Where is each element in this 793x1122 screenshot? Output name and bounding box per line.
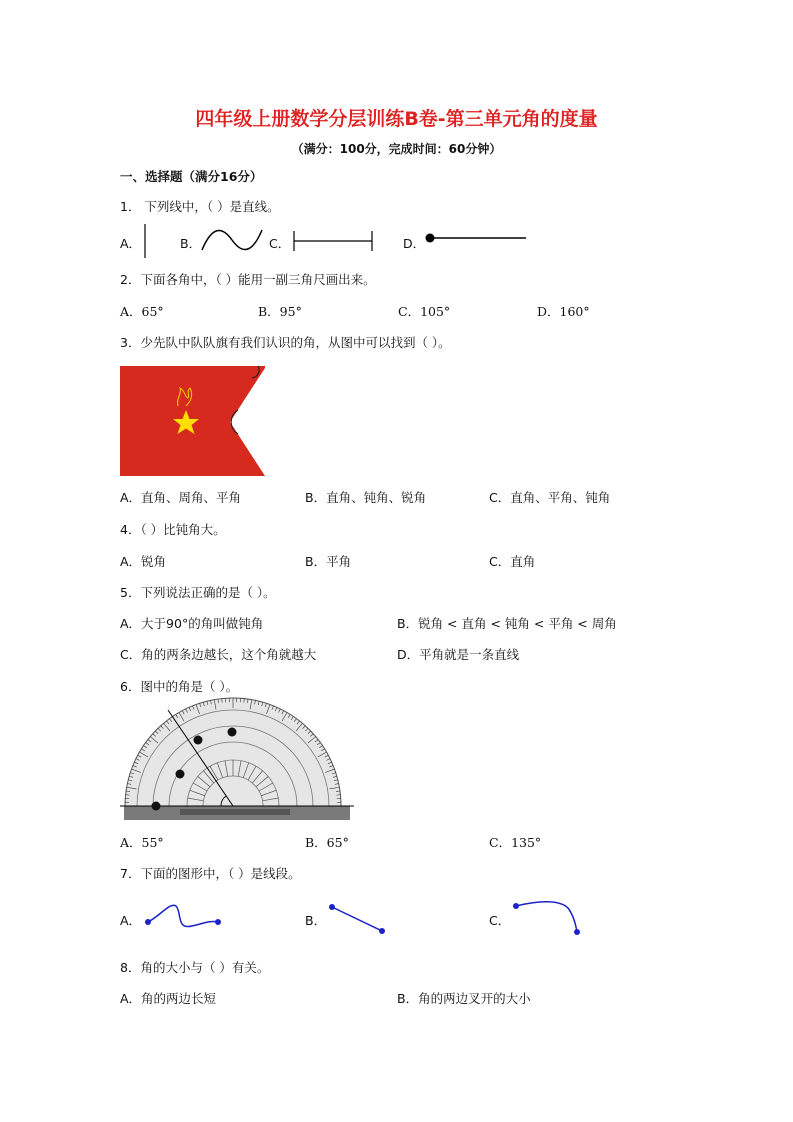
q6-option-b: B．65° bbox=[305, 835, 349, 850]
pioneer-flag-figure bbox=[120, 366, 270, 478]
q1-figure-b-wave-line bbox=[200, 228, 265, 254]
question-5-stem: 5．下列说法正确的是（ ）。 bbox=[120, 585, 276, 600]
q7-option-b: B． bbox=[305, 913, 327, 928]
q1-option-b: B． bbox=[180, 236, 202, 251]
section-heading-choice: 一、选择题（满分16分） bbox=[120, 169, 263, 184]
q2-option-c: C．105° bbox=[398, 304, 451, 319]
question-4-stem: 4．（ ）比钝角大。 bbox=[120, 522, 226, 537]
q4-option-c: C．直角 bbox=[489, 554, 536, 569]
q1-option-c: C． bbox=[269, 236, 291, 251]
q2-option-a: A．65° bbox=[120, 304, 164, 319]
question-2-stem: 2．下面各角中，（ ）能用一副三角尺画出来。 bbox=[120, 272, 376, 287]
q1-figure-c-segment bbox=[290, 228, 376, 254]
page-title: 四年级上册数学分层训练B卷-第三单元角的度量 bbox=[195, 108, 598, 130]
page-subtitle: （满分：100分，完成时间：60分钟） bbox=[291, 142, 502, 156]
question-3-stem: 3．少先队中队队旗有我们认识的角，从图中可以找到（ ）。 bbox=[120, 335, 451, 350]
q4-option-b: B．平角 bbox=[305, 554, 352, 569]
question-7-stem: 7．下面的图形中，（ ）是线段。 bbox=[120, 866, 301, 881]
q7-figure-b-segment bbox=[325, 900, 389, 936]
q4-option-a: A．锐角 bbox=[120, 554, 167, 569]
q3-option-c: C．直角、平角、钝角 bbox=[489, 490, 611, 505]
q7-figure-c-arc bbox=[510, 896, 586, 938]
q8-option-b: B．角的两边叉开的大小 bbox=[397, 991, 531, 1006]
q5-option-d: D．平角就是一条直线 bbox=[397, 647, 520, 662]
question-8-stem: 8．角的大小与（ ）有关。 bbox=[120, 960, 270, 975]
q2-option-d: D．160° bbox=[537, 304, 590, 319]
q7-option-c: C． bbox=[489, 913, 511, 928]
q6-option-a: A．55° bbox=[120, 835, 164, 850]
q1-figure-a-vertical-line bbox=[140, 222, 150, 262]
q3-option-a: A．直角、周角、平角 bbox=[120, 490, 242, 505]
q5-option-c: C．角的两条边越长，这个角就越大 bbox=[120, 647, 317, 662]
q1-option-a: A． bbox=[120, 236, 142, 251]
q7-figure-a-curve bbox=[140, 898, 230, 932]
q1-figure-d-ray bbox=[424, 232, 530, 246]
q1-option-d: D． bbox=[403, 236, 426, 251]
protractor-figure bbox=[120, 706, 360, 826]
question-6-stem: 6．图中的角是（ ）。 bbox=[120, 679, 239, 694]
q7-option-a: A． bbox=[120, 913, 142, 928]
q5-option-a: A．大于90°的角叫做钝角 bbox=[120, 616, 264, 631]
q6-option-c: C．135° bbox=[489, 835, 542, 850]
q5-option-b: B．锐角 < 直角 < 钝角 < 平角 < 周角 bbox=[397, 616, 617, 631]
question-1-stem: 1． 下列线中，（ ）是直线。 bbox=[120, 199, 280, 214]
q8-option-a: A．角的两边长短 bbox=[120, 991, 217, 1006]
q2-option-b: B．95° bbox=[258, 304, 302, 319]
q3-option-b: B．直角、钝角、锐角 bbox=[305, 490, 427, 505]
